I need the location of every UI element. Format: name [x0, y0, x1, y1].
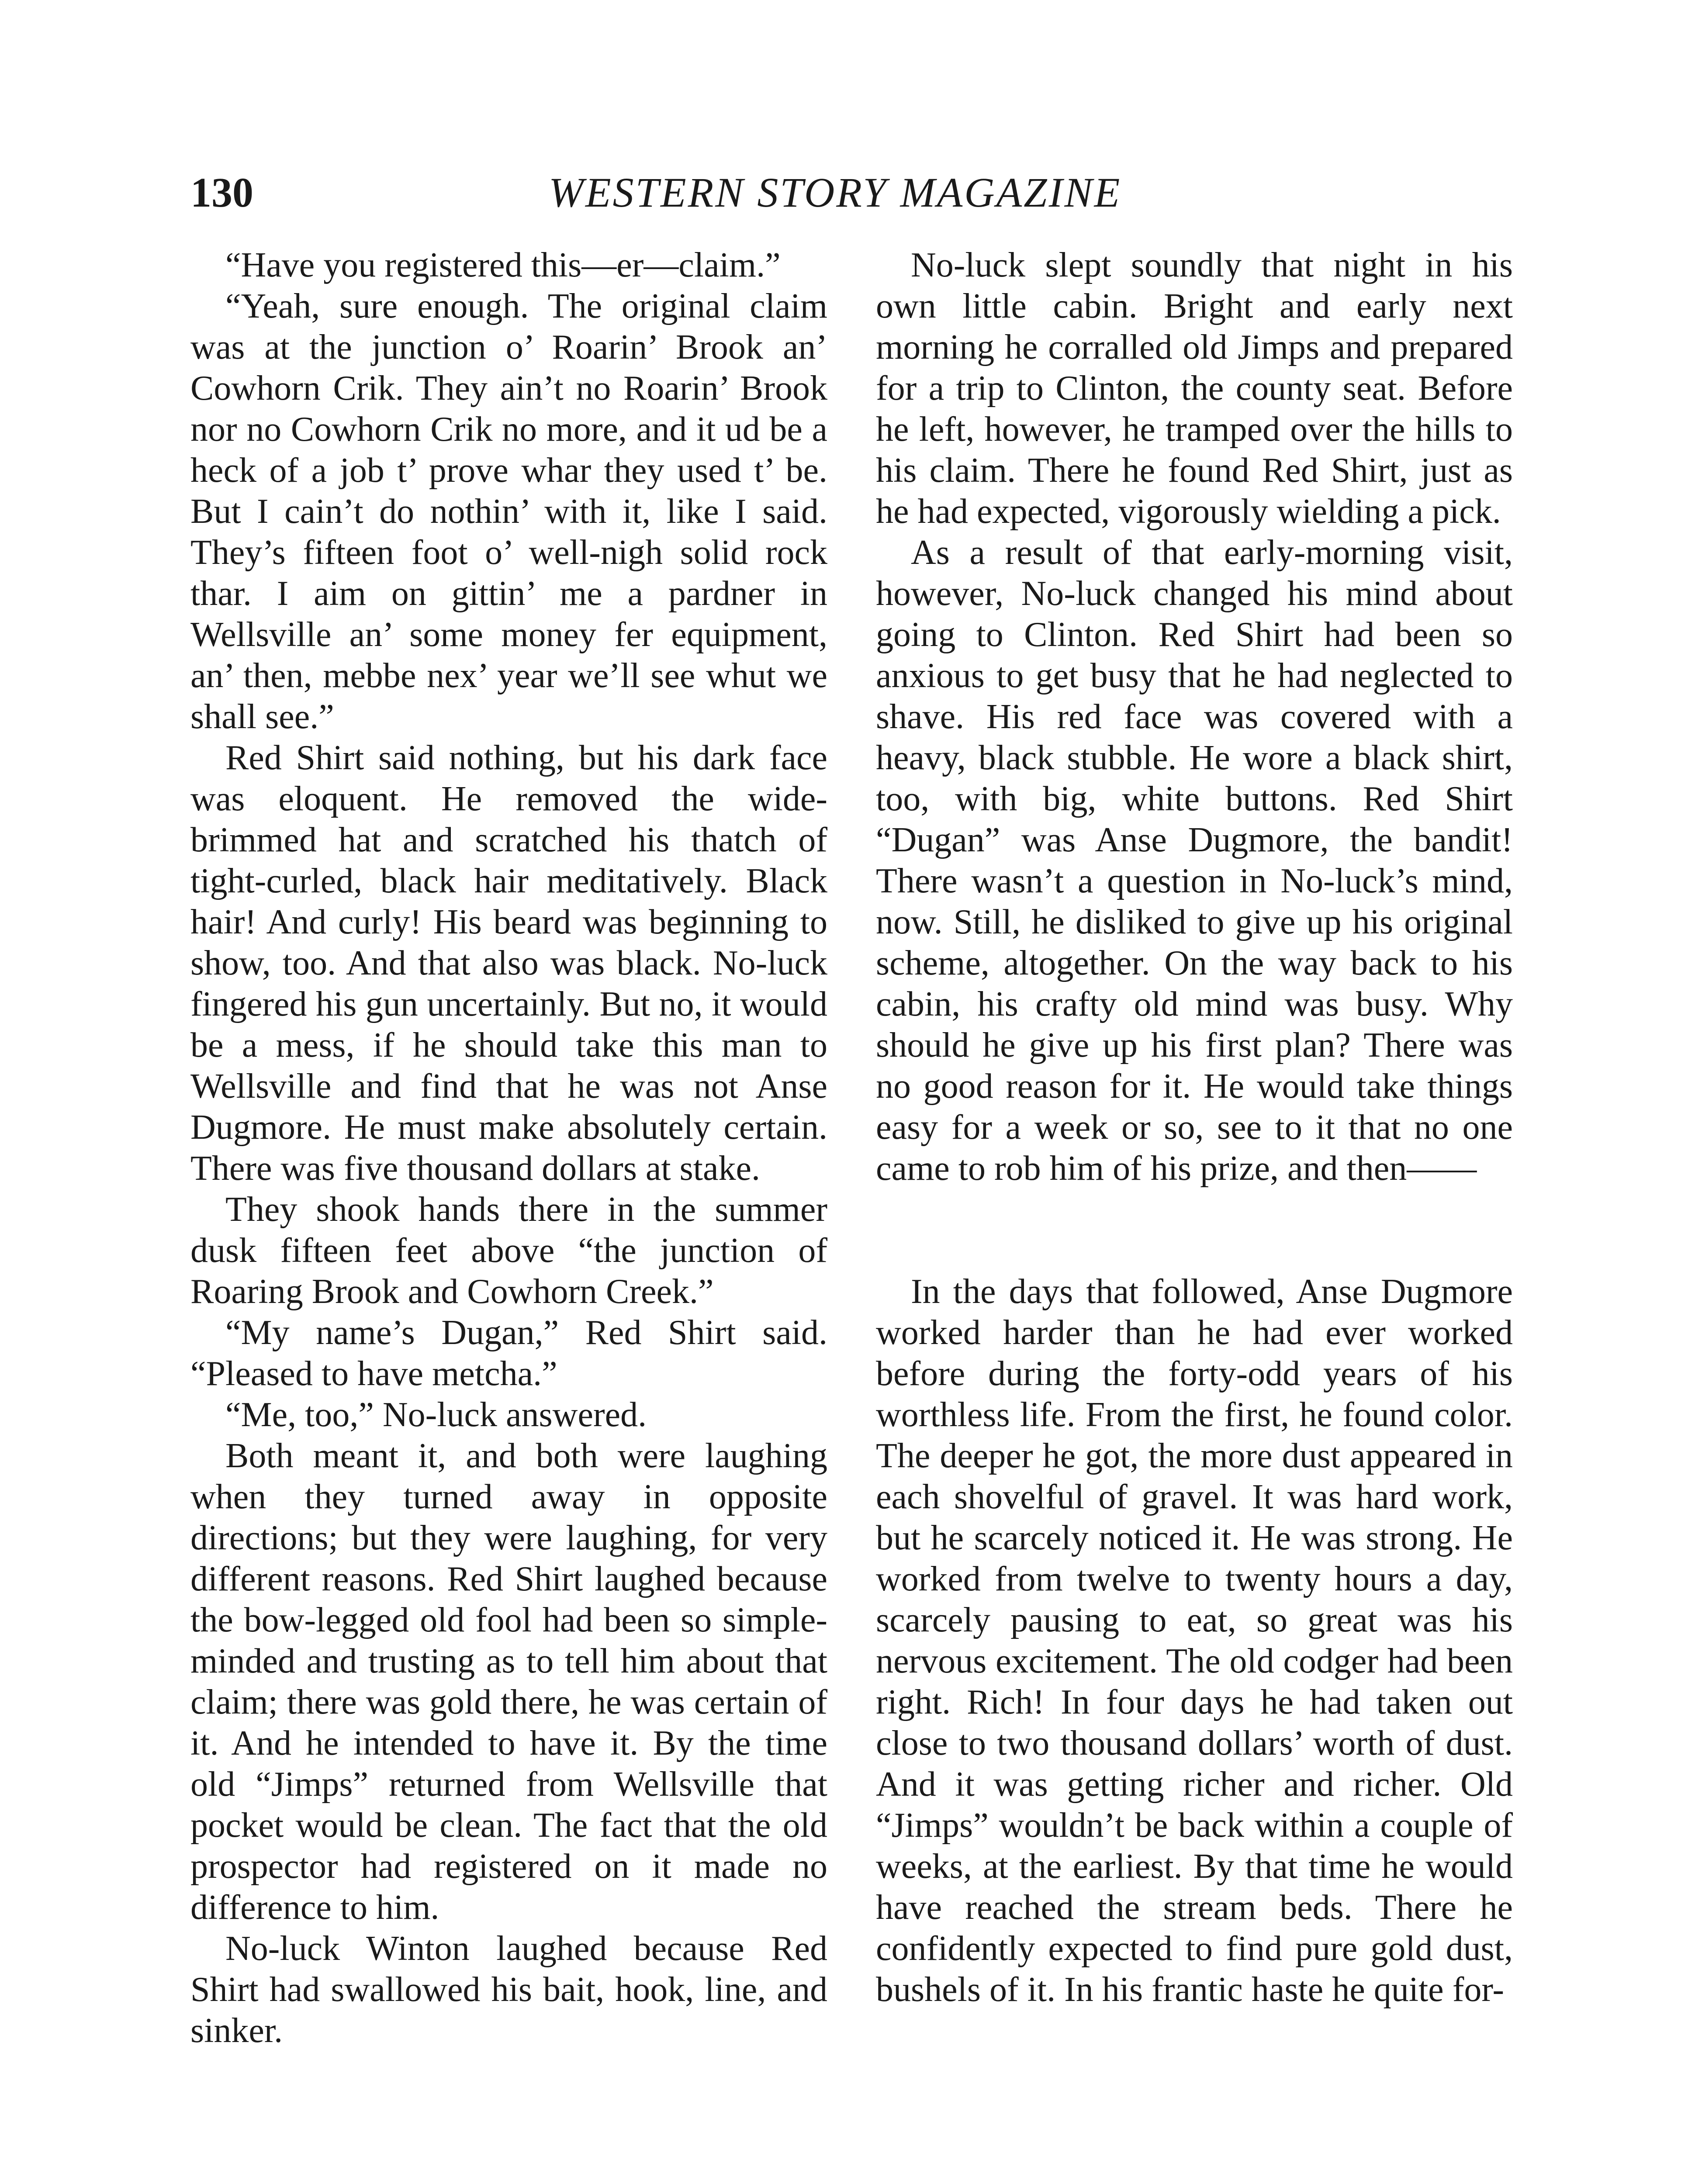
page-header — [190, 168, 1169, 221]
paragraph: As a result of that early-morning visit, however, No-luck changed his mind about going to Clinton. Red Shirt had been so anxious to get busy that he had neglected to shave. His red face was covered with a heavy, black stubble. He wore a black shirt, too, with big, white buttons. Red Shirt “Dugan” was Anse Dugmore, the bandit! There wasn’t a question in No-luck’s mind, now. Still, he disliked to give up his original scheme, altogether. On the way back to his cabin, his crafty old mind was busy. Why should he give up his first plan? There was no good reason for it. He would take things easy for a week or so, see to it that no one came to rob him of his prize, and then—— — [876, 533, 1513, 1188]
paragraph: “Me, too,” No-luck answered. — [225, 1396, 647, 1434]
section-break — [876, 1189, 1513, 1271]
running-title: WESTERN STORY MAGAZINE — [549, 169, 1122, 216]
page-number: 130 — [190, 169, 253, 216]
paragraph: Red Shirt said nothing, but his dark face was eloquent. He removed the wide-brimmed hat and scratched his thatch of tight-curled, black hair meditatively. Black hair! And curly! His beard was beginning to show, too. And that also was black. No-luck fingered his gun uncertainly. But no, it would be a mess, if he should take this man to Wellsville and find that he was not Anse Dugmore. He must make absolutely certain. There was five thousand dollars at stake. — [190, 739, 827, 1188]
paragraph: “My name’s Dugan,” Red Shirt said. “Pleased to have metcha.” — [190, 1313, 827, 1393]
right-column — [876, 245, 1513, 2010]
paragraph: In the days that followed, Anse Dugmore worked harder than he had ever worked before during the forty-odd years of his worthless life. From the first, he found color. The deeper he got, the more dust appeared in each shovelful of gravel. It was hard work, but he scarcely noticed it. He was strong. He worked from twelve to twenty hours a day, scarcely pausing to eat, so great was his nervous excitement. The old codger had been right. Rich! In four days he had taken out close to two thousand dollars’ worth of dust. And it was getting richer and richer. Old “Jimps” wouldn’t be back within a couple of weeks, at the earliest. By that time he would have reached the stream beds. There he confidently expected to find pure gold dust, bushels of it. In his frantic haste he quite for- — [876, 1272, 1513, 2009]
paragraph: No-luck slept soundly that night in his own little cabin. Bright and early next morning he corralled old Jimps and prepared for a trip to Clinton, the county seat. Before he left, however, he tramped over the hills to his claim. There he found Red Shirt, just as he had expected, vigorously wielding a pick. — [876, 246, 1513, 531]
paragraph: Both meant it, and both were laughing when they turned away in opposite directions; but they were laughing, for very different reasons. Red Shirt laughed because the bow-legged old fool had been so simple-minded and trusting as to tell him about that claim; there was gold there, he was certain of it. And he intended to have it. By the time old “Jimps” returned from Wellsville that pocket would be clean. The fact that the old prospector had registered on it made no difference to him. — [190, 1437, 827, 1927]
left-column — [190, 245, 827, 2051]
paragraph: “Yeah, sure enough. The original claim was at the junction o’ Roarin’ Brook an’ Cowhorn Crik. They ain’t no Roarin’ Brook nor no Cowhorn Crik no more, and it ud be a heck of a job t’ prove whar they used t’ be. But I cain’t do nothin’ with it, like I said. They’s fifteen foot o’ well-nigh solid rock thar. I aim on gittin’ me a pardner in Wellsville an’ some money fer equipment, an’ then, mebbe nex’ year we’ll see whut we shall see.” — [190, 287, 827, 736]
paragraph: No-luck Winton laughed because Red Shirt had swallowed his bait, hook, line, and sinker. — [190, 1929, 827, 2050]
paragraph: They shook hands there in the summer dusk fifteen feet above “the junction of Roaring Brook and Cowhorn Creek.” — [190, 1190, 827, 1311]
paragraph: “Have you registered this—er—claim.” — [225, 246, 781, 284]
